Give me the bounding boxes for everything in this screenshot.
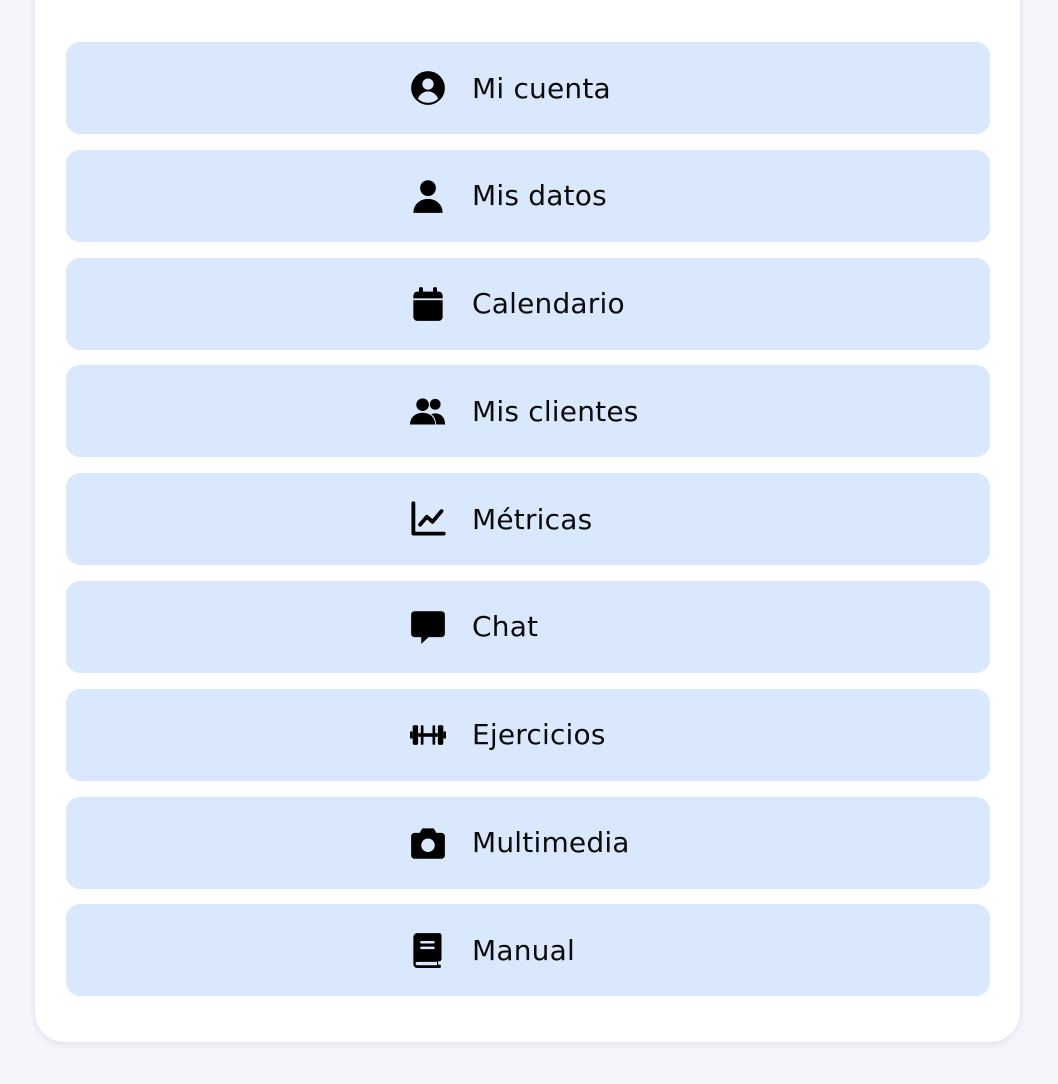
- menu-item-label: Mi cuenta: [472, 71, 611, 105]
- dumbbell-icon: [408, 715, 448, 755]
- menu-item-label: Multimedia: [472, 826, 630, 860]
- account-circle-icon: [408, 68, 448, 108]
- menu-item-content: [408, 930, 648, 970]
- menu-item-calendario[interactable]: [66, 258, 990, 350]
- menu-item-content: [408, 499, 648, 539]
- menu-item-label: Calendario: [472, 287, 625, 321]
- menu-item-mi-cuenta[interactable]: [66, 42, 990, 134]
- book-icon: [408, 930, 448, 970]
- menu-item-ejercicios[interactable]: [66, 689, 990, 781]
- menu-item-label: Métricas: [472, 502, 593, 536]
- menu-item-content: [408, 176, 648, 216]
- menu-item-label: Chat: [472, 610, 539, 644]
- menu-item-label: Mis datos: [472, 179, 607, 213]
- camera-icon: [408, 823, 448, 863]
- menu-item-label: Ejercicios: [472, 718, 606, 752]
- menu-item-label: Manual: [472, 933, 575, 967]
- menu-item-content: [408, 607, 648, 647]
- person-icon: [408, 176, 448, 216]
- menu-item-mis-datos[interactable]: [66, 150, 990, 242]
- users-icon: [408, 391, 448, 431]
- chat-bubble-icon: [408, 607, 448, 647]
- calendar-icon: [408, 284, 448, 324]
- line-chart-icon: [408, 499, 448, 539]
- menu-item-metricas[interactable]: [66, 473, 990, 565]
- menu-item-content: [408, 284, 648, 324]
- menu-item-content: [408, 823, 648, 863]
- menu-item-content: [408, 391, 648, 431]
- menu-item-content: [408, 715, 648, 755]
- menu-item-mis-clientes[interactable]: [66, 365, 990, 457]
- menu-item-content: [408, 68, 648, 108]
- menu-item-multimedia[interactable]: [66, 797, 990, 889]
- menu-item-chat[interactable]: [66, 581, 990, 673]
- menu-item-label: Mis clientes: [472, 394, 639, 428]
- menu-item-manual[interactable]: [66, 904, 990, 996]
- main-menu: [66, 42, 990, 1012]
